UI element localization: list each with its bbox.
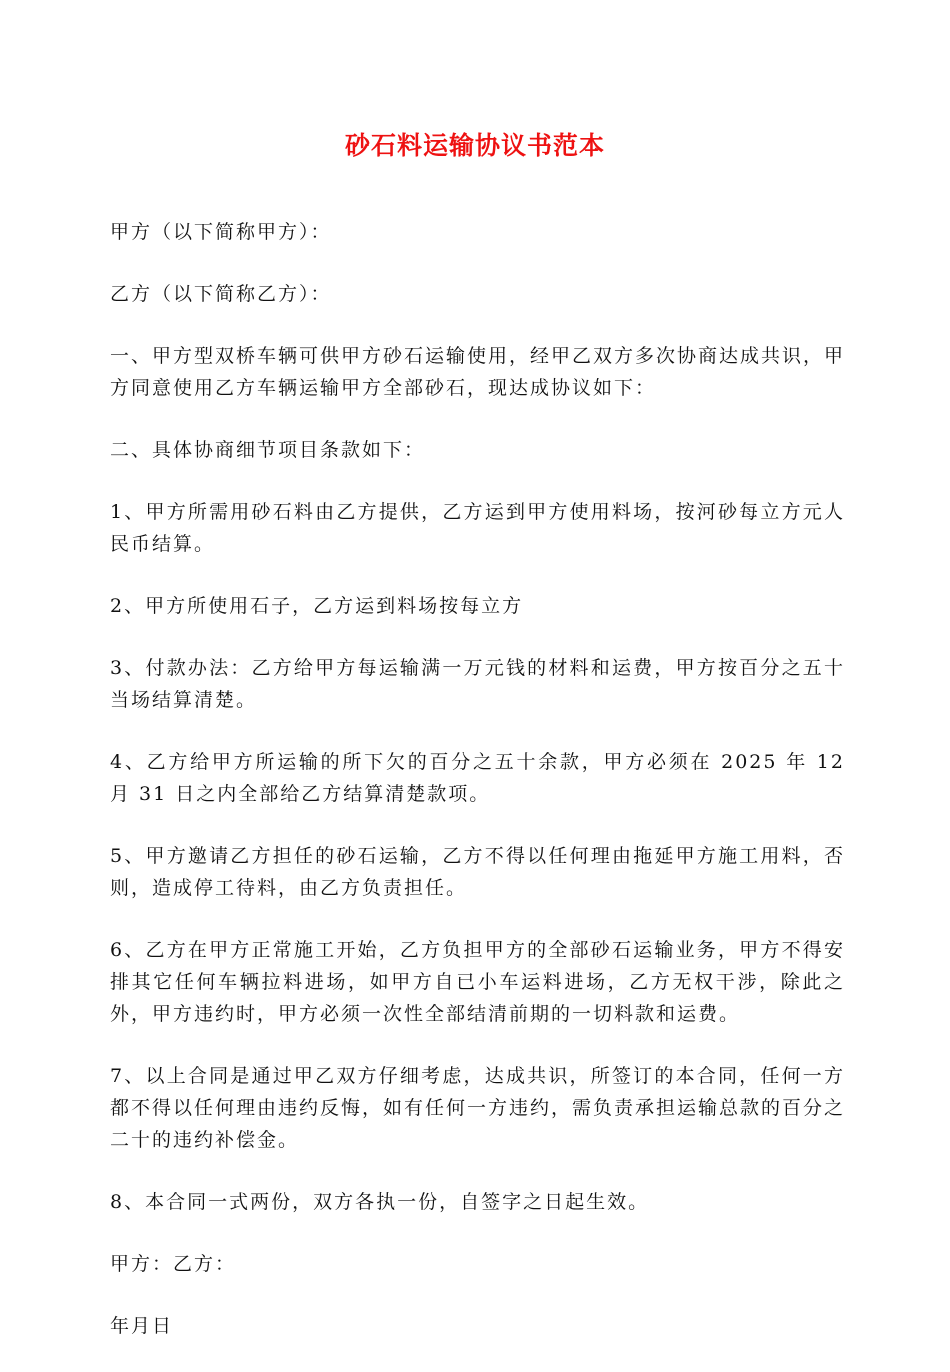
signature-line: 甲方：乙方： — [110, 1253, 237, 1275]
clause-two-heading: 二、具体协商细节项目条款如下： — [110, 439, 426, 461]
party-b-line: 乙方（以下简称乙方）： — [110, 283, 332, 305]
term-3: 3、付款办法：乙方给甲方每运输满一万元钱的材料和运费，甲方按百分之五十当场结算清楚。 — [110, 657, 845, 711]
party-a-line: 甲方（以下简称甲方）： — [110, 221, 332, 243]
term-4: 4、乙方给甲方所运输的所下欠的百分之五十余款，甲方必须在 2025 年 12 月 31 日之内全部给乙方结算清楚款项。 — [110, 751, 845, 805]
term-6: 6、乙方在甲方正常施工开始，乙方负担甲方的全部砂石运输业务，甲方不得安排其它任何车辆拉料进场，如甲方自已小车运料进场，乙方无权干涉，除此之外，甲方违约时，甲方必须一次性全部结清前期的一切料款和运费。 — [110, 939, 845, 1025]
term-1: 1、甲方所需用砂石料由乙方提供，乙方运到甲方使用料场，按河砂每立方元人民币结算。 — [110, 501, 845, 555]
date-line: 年月日 — [110, 1315, 174, 1337]
term-2: 2、甲方所使用石子，乙方运到料场按每立方 — [110, 595, 524, 617]
term-5: 5、甲方邀请乙方担任的砂石运输，乙方不得以任何理由拖延甲方施工用料，否则，造成停工待料，由乙方负责担任。 — [110, 845, 845, 899]
document-title: 砂石料运输协议书范本 — [344, 131, 605, 160]
document-body — [110, 216, 845, 1372]
clause-one: 一、甲方型双桥车辆可供甲方砂石运输使用，经甲乙双方多次协商达成共识，甲方同意使用乙方车辆运输甲方全部砂石，现达成协议如下： — [110, 345, 846, 399]
term-8: 8、本合同一式两份，双方各执一份，自签字之日起生效。 — [110, 1191, 650, 1213]
term-7: 7、以上合同是通过甲乙双方仔细考虑，达成共识，所签订的本合同，任何一方都不得以任何理由违约反悔，如有任何一方违约，需负责承担运输总款的百分之二十的违约补偿金。 — [110, 1065, 846, 1151]
